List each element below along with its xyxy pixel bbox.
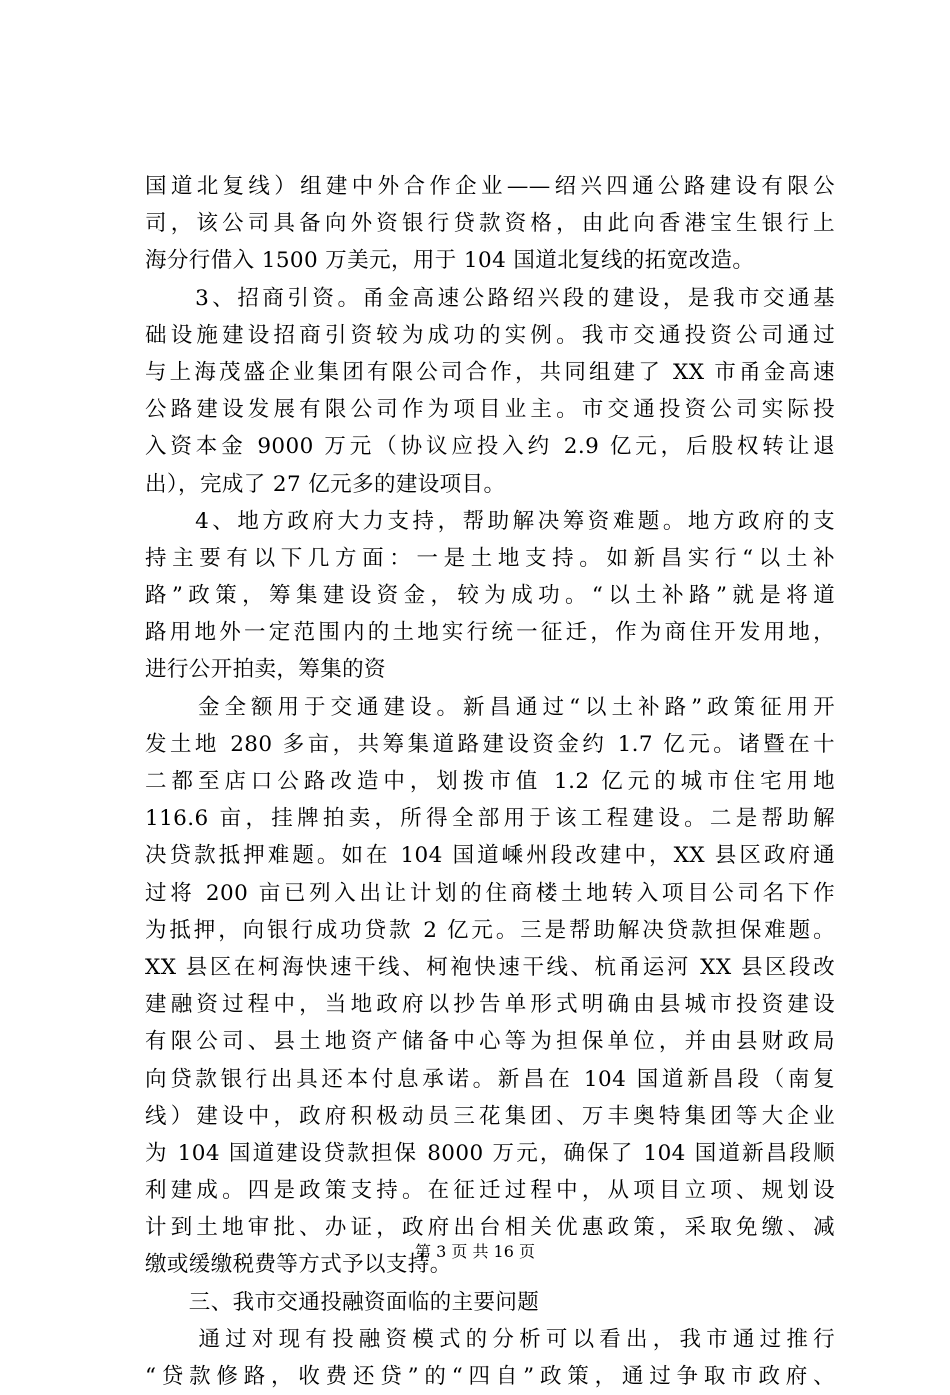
document-body <box>145 168 835 1395</box>
text-line: 金全额用于交通建设。新昌通过“以土补路”政策征用开 <box>145 694 835 720</box>
text-line: 向贷款银行出具还本付息承诺。新昌在 104 国道新昌段（南复 <box>145 1066 835 1092</box>
text-line: 决贷款抵押难题。如在 104 国道嵊州段改建中，XX 县区政府通 <box>145 843 835 869</box>
text-line: 公路建设发展有限公司作为项目业主。市交通投资公司实际投 <box>145 397 835 423</box>
text-line: 利建成。四是政策支持。在征迁过程中，从项目立项、规划设 <box>145 1178 835 1204</box>
page-footer: 第 3 页 共 16 页 <box>415 1242 535 1261</box>
text-line: 计到土地审批、办证，政府出台相关优惠政策，采取免缴、减 <box>145 1215 835 1241</box>
text-line: 为 104 国道建设贷款担保 8000 万元，确保了 104 国道新昌段顺 <box>145 1140 835 1166</box>
text-line: “贷款修路，收费还贷”的“四自”政策，通过争取市政府、 <box>145 1364 835 1389</box>
text-line: 海分行借入 1500 万美元，用于 104 国道北复线的拓宽改造。 <box>145 248 755 274</box>
text-line: 路用地外一定范围内的土地实行统一征迁，作为商住开发用地， <box>145 620 835 646</box>
text-line: 为抵押，向银行成功贷款 2 亿元。三是帮助解决贷款担保难题。 <box>145 917 835 943</box>
text-line: 与上海茂盛企业集团有限公司合作，共同组建了 XX 市甬金高速 <box>145 359 835 385</box>
text-line: 建融资过程中，当地政府以抄告单形式明确由县城市投资建设 <box>145 992 835 1018</box>
text-line: 通过对现有投融资模式的分析可以看出，我市通过推行 <box>145 1326 835 1352</box>
text-line: 缴或缓缴税费等方式予以支持。 <box>145 1252 452 1278</box>
text-line: 入资本金 9000 万元（协议应投入约 2.9 亿元，后股权转让退 <box>145 434 835 460</box>
text-line: 3、招商引资。甬金高速公路绍兴段的建设，是我市交通基 <box>145 285 835 311</box>
text-line: 4、地方政府大力支持，帮助解决筹资难题。地方政府的支 <box>145 508 835 534</box>
text-line: XX 县区在柯海快速干线、柯袍快速干线、杭甬运河 XX 县区段改 <box>145 954 835 980</box>
text-line: 二都至店口公路改造中，划拨市值 1.2 亿元的城市住宅用地 <box>145 769 835 794</box>
text-line: 116.6 亩，挂牌拍卖，所得全部用于该工程建设。二是帮助解 <box>145 806 835 832</box>
text-line: 出），完成了 27 亿元多的建设项目。 <box>145 471 506 497</box>
text-line: 司，该公司具备向外资银行贷款资格，由此向香港宝生银行上 <box>145 211 835 237</box>
text-line: 持主要有以下几方面：一是土地支持。如新昌实行“以土补 <box>145 545 835 571</box>
text-line: 发土地 280 多亩，共筹集道路建设资金约 1.7 亿元。诸暨在十 <box>145 731 835 757</box>
text-line: 有限公司、县土地资产储备中心等为担保单位，并由县财政局 <box>145 1029 835 1055</box>
text-line: 线）建设中，政府积极动员三花集团、万丰奥特集团等大企业 <box>145 1103 835 1129</box>
text-line: 进行公开拍卖，筹集的资 <box>145 657 386 683</box>
section-heading: 三、我市交通投融资面临的主要问题 <box>145 1289 540 1315</box>
text-line: 过将 200 亩已列入出让计划的住商楼土地转入项目公司名下作 <box>145 880 835 906</box>
text-line: 路”政策，筹集建设资金，较为成功。“以土补路”就是将道 <box>145 583 835 609</box>
text-line: 础设施建设招商引资较为成功的实例。我市交通投资公司通过 <box>145 322 835 348</box>
text-line: 国道北复线）组建中外合作企业——绍兴四通公路建设有限公 <box>145 174 835 199</box>
